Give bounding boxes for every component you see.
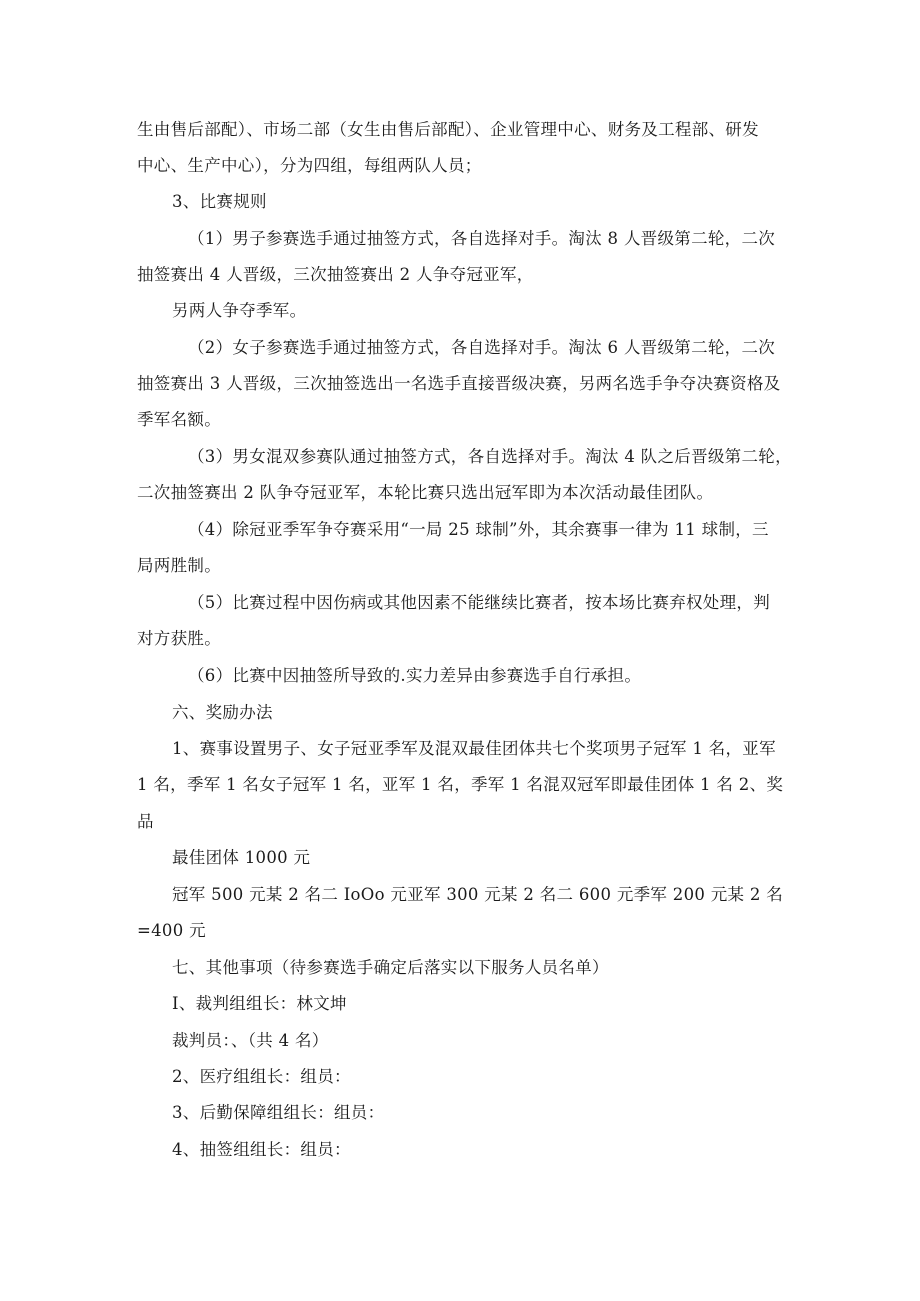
text-line: 局两胜制。 [137, 556, 221, 575]
text-line: 抽签赛出 3 人晋级，三次抽签选出一名选手直接晋级决赛，另两名选手争夺决赛资格及 [137, 374, 781, 393]
text-line: 最佳团体 1000 元 [172, 848, 311, 867]
text-line: 生由售后部配）、市场二部（女生由售后部配）、企业管理中心、财务及工程部、研发 [137, 120, 759, 139]
text-line: （1）男子参赛选手通过抽签方式，各自选择对手。淘汰 8 人晋级第二轮，二次 [188, 229, 776, 248]
text-line: 中心、生产中心），分为四组，每组两队人员； [137, 156, 482, 175]
text-line: 2、医疗组组长：组员： [172, 1067, 351, 1086]
text-line: 1、赛事设置男子、女子冠亚季军及混双最佳团体共七个奖项男子冠军 1 名，亚军 [172, 739, 776, 758]
text-line: 季军名额。 [137, 410, 221, 429]
text-line: 4、抽签组组长：组员： [172, 1140, 351, 1159]
text-line: =400 元 [137, 921, 206, 940]
text-line: 冠军 500 元某 2 名二 IoOo 元亚军 300 元某 2 名二 600 元季军 200 元某 2 名 [172, 885, 783, 904]
section-heading: 六、奖励办法 [172, 703, 273, 722]
text-line: 1 名，季军 1 名女子冠军 1 名，亚军 1 名，季军 1 名混双冠军即最佳团体 1 名 2、奖 [137, 775, 784, 794]
section-heading: 3、比赛规则 [172, 192, 267, 211]
text-line: （5）比赛过程中因伤病或其他因素不能继续比赛者，按本场比赛弃权处理，判 [188, 593, 770, 612]
text-line: 品 [137, 812, 154, 831]
text-line: （3）男女混双参赛队通过抽签方式，各自选择对手。淘汰 4 队之后晋级第二轮， [188, 447, 792, 466]
text-line: 3、后勤保障组组长：组员： [172, 1103, 385, 1122]
text-line: 二次抽签赛出 2 队争夺冠亚军，本轮比赛只选出冠军即为本次活动最佳团队。 [137, 483, 714, 502]
text-line: 对方获胜。 [137, 629, 221, 648]
text-line: （4）除冠亚季军争夺赛采用“一局 25 球制”外，其余赛事一律为 11 球制，三 [188, 520, 769, 539]
text-line: 另两人争夺季军。 [172, 301, 307, 320]
section-heading: 七、其他事项（待参赛选手确定后落实以下服务人员名单） [172, 958, 609, 977]
text-line: 抽签赛出 4 人晋级，三次抽签赛出 2 人争夺冠亚军， [137, 265, 534, 284]
text-line: 裁判员：、（共 4 名） [172, 1031, 329, 1050]
text-line: （6）比赛中因抽签所导致的.实力差异由参赛选手自行承担。 [188, 666, 642, 685]
text-line: I、裁判组组长：林文坤 [172, 994, 347, 1013]
text-line: （2）女子参赛选手通过抽签方式，各自选择对手。淘汰 6 人晋级第二轮，二次 [188, 338, 776, 357]
